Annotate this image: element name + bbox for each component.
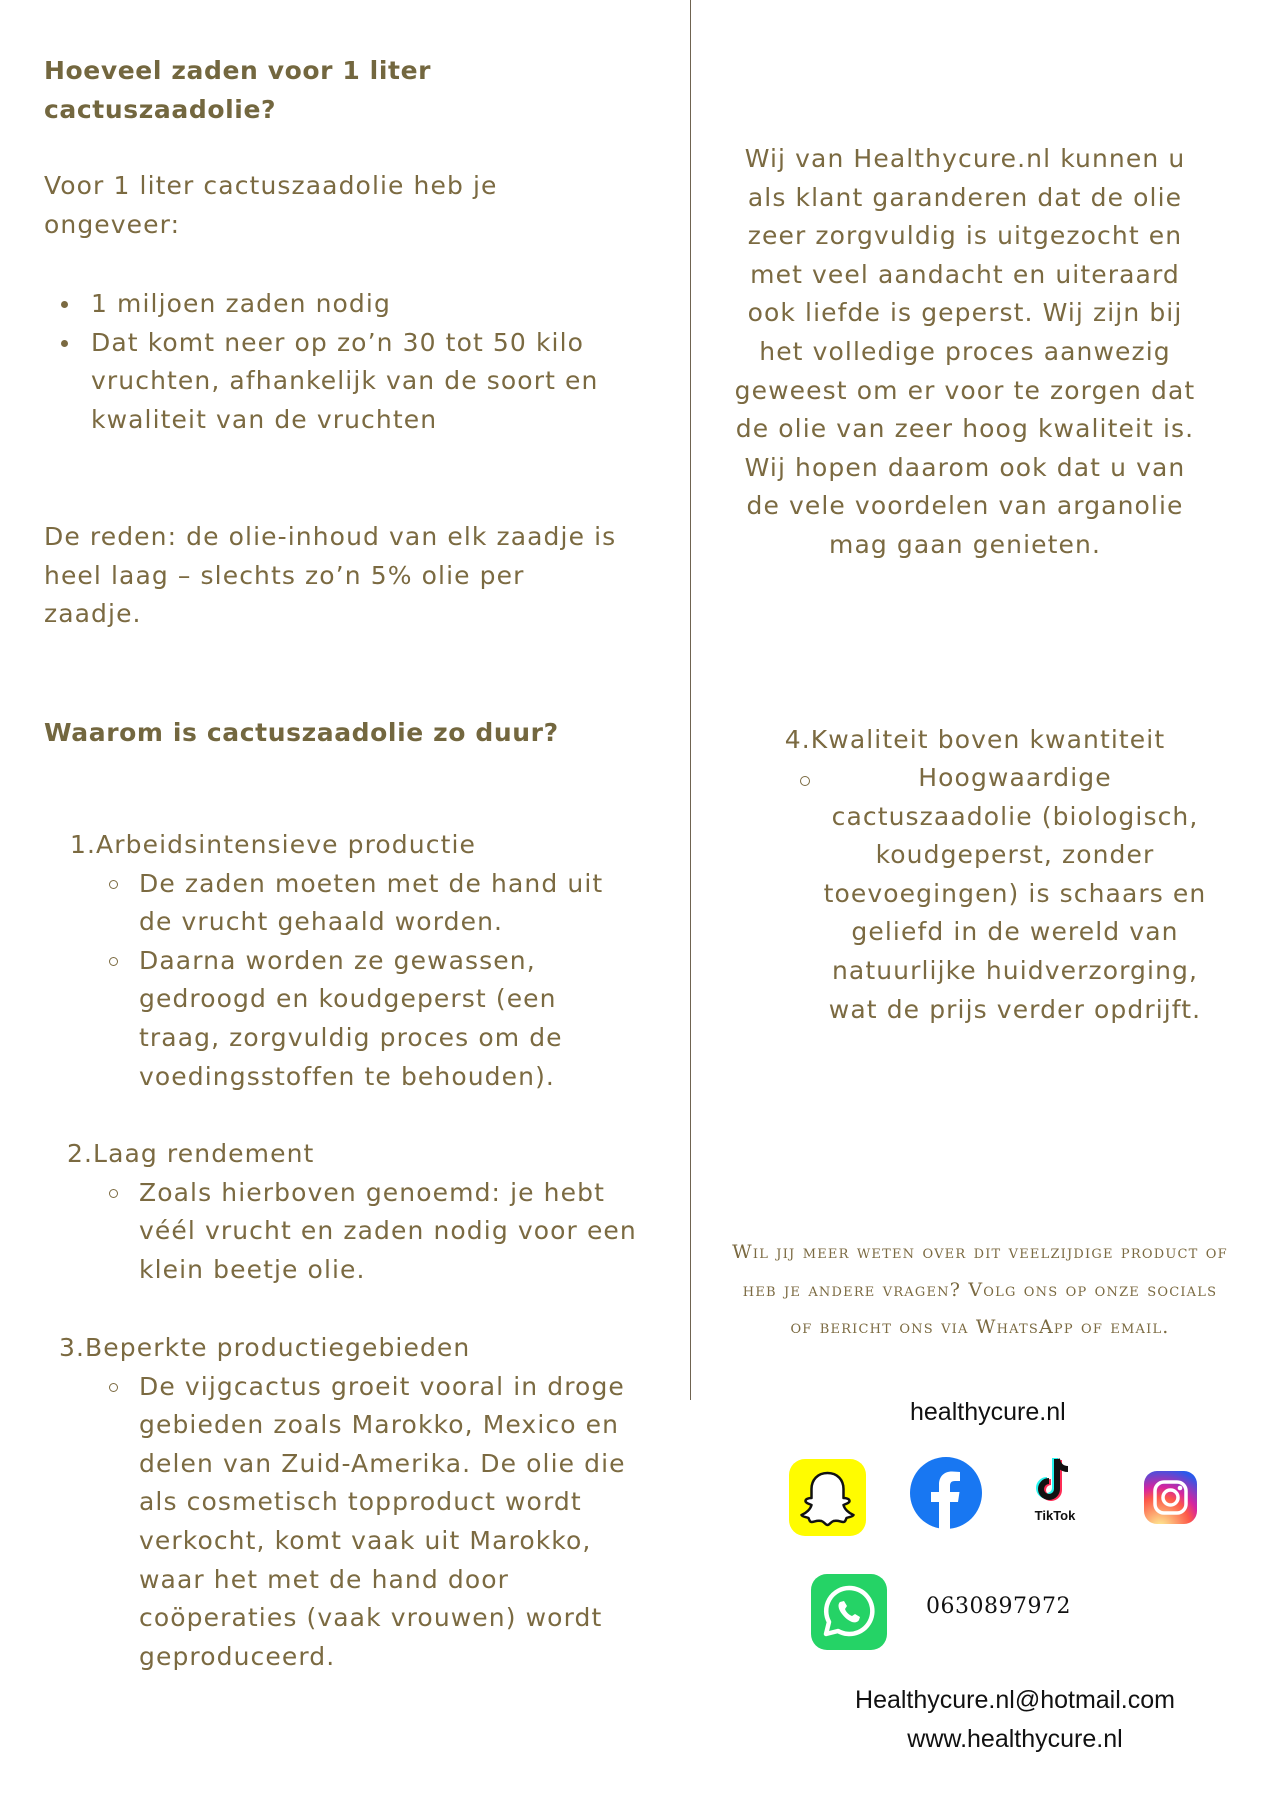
reasons-list: [44, 826, 644, 1096]
sub-list: [44, 865, 644, 1097]
reasons-list-2: [44, 1135, 644, 1289]
bullet-item: 1 miljoen zaden nodig: [44, 285, 604, 324]
intro-text: Voor 1 liter cactuszaadolie heb je ongeveer:: [44, 171, 498, 239]
website-url[interactable]: www.healthycure.nl: [907, 1725, 1123, 1753]
sub-item: Daarna worden ze gewassen, gedroogd en koudgeperst (een traag, zorgvuldig proces om de voedingsstoffen te behouden).: [44, 942, 644, 1096]
sub-list: [44, 1368, 644, 1677]
sub-item: De zaden moeten met de hand uit de vrucht gehaald worden.: [44, 865, 644, 942]
heading-why-expensive: Waarom is cactuszaadolie zo duur?: [44, 718, 559, 747]
website-handle[interactable]: healthycure.nl: [910, 1398, 1066, 1426]
contact-call-to-action: Wil jij meer weten over dit veelzijdige product of heb je andere vragen? Volg ons op onze socials of bericht ons via WhatsApp of email.: [732, 1241, 1228, 1338]
tiktok-icon[interactable]: [1024, 1455, 1086, 1527]
instagram-icon[interactable]: [1144, 1471, 1197, 1524]
reason-4-text: Hoogwaardige cactuszaadolie (biologisch, koudgeperst, zonder toevoegingen) is schaars en geliefd in de wereld van natuurlijke huidverzorging, wat de prijs verder opdrijft.: [823, 763, 1207, 1024]
whatsapp-icon[interactable]: [811, 1574, 887, 1650]
bullet-item: Dat komt neer op zo’n 30 tot 50 kilo vruchten, afhankelijk van de soort en kwaliteit van de vruchten: [44, 324, 604, 440]
snapchat-icon[interactable]: [789, 1459, 866, 1536]
reason-4-title: 4.Kwaliteit boven kwantiteit: [784, 725, 1166, 754]
sub-item: De vijgcactus groeit vooral in droge gebieden zoals Marokko, Mexico en delen van Zuid-Amerika. De olie die als cosmetisch topproduct wordt verkocht, komt vaak uit Marokko, waar het met de hand door coöperaties (vaak vrouwen) wordt geproduceerd.: [44, 1368, 644, 1677]
heading-seeds-per-liter: Hoeveel zaden voor 1 liter cactuszaadolie?: [44, 56, 432, 124]
seed-bullet-list: [44, 285, 604, 439]
email-address[interactable]: Healthycure.nl@hotmail.com: [855, 1686, 1175, 1714]
reason-title: 3.Beperkte productiegebieden: [59, 1333, 471, 1362]
tiktok-label: TikTok: [1034, 1508, 1076, 1523]
reason-title: 2.Laag rendement: [67, 1139, 315, 1168]
reasons-list-3: [44, 1329, 644, 1676]
guarantee-text: Wij van Healthycure.nl kunnen u als klant garanderen dat de olie zeer zorgvuldig is uitgezocht en met veel aandacht en uiteraard ook liefde is geperst. Wij zijn bij het volledige proces aanwezig geweest om er voor te zorgen dat de olie van zeer hoog kwaliteit is. Wij hopen daarom ook dat u van de vele voordelen van arganolie mag gaan genieten.: [734, 144, 1196, 559]
sub-list: [44, 1174, 644, 1290]
column-divider: [690, 0, 691, 1400]
reason-title: 1.Arbeidsintensieve productie: [70, 830, 476, 859]
reason-text: De reden: de olie-inhoud van elk zaadje is heel laag – slechts zo’n 5% olie per zaadje.: [44, 522, 617, 629]
facebook-icon[interactable]: [910, 1457, 982, 1529]
phone-number[interactable]: 0630897972: [926, 1594, 1071, 1619]
bullet-circle: [800, 776, 810, 786]
sub-item: Zoals hierboven genoemd: je hebt véél vrucht en zaden nodig voor een klein beetje olie.: [44, 1174, 644, 1290]
